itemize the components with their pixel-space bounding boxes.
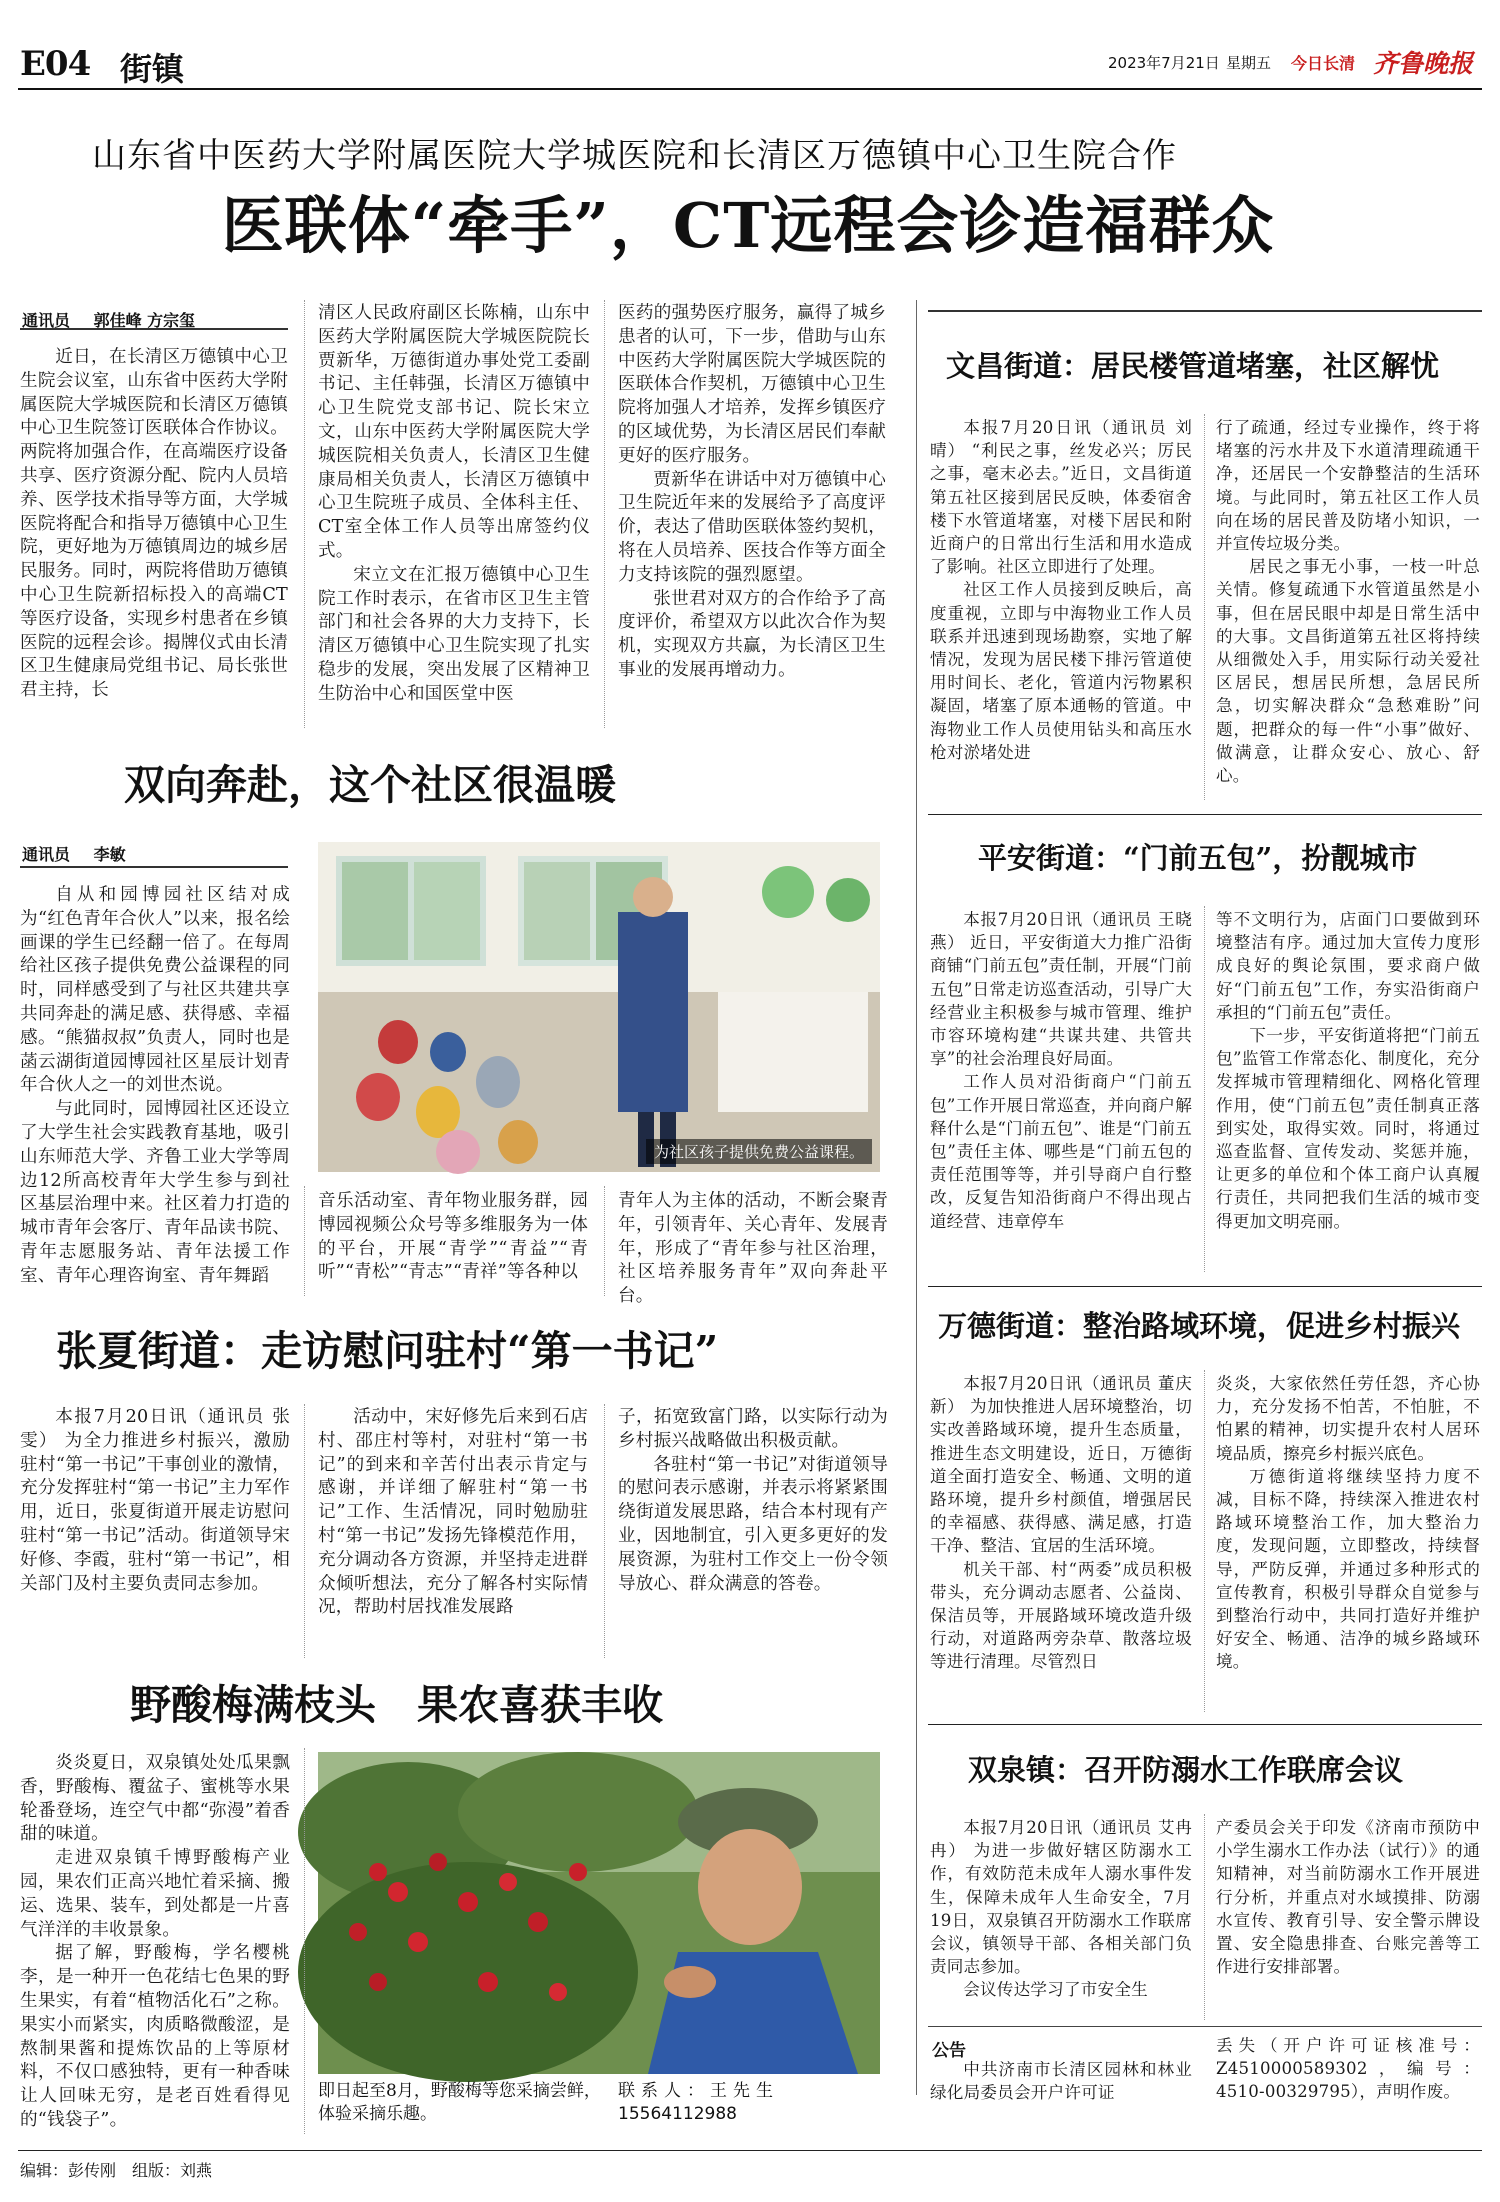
zhangxia-column-2: [318, 1406, 588, 1662]
shuangquan-column-2: [1216, 1816, 1480, 2020]
lead-title: 医联体“牵手”，CT远程会诊造福群众: [221, 189, 1275, 262]
lead-paragraph: 医药的强势医疗服务，赢得了城乡患者的认可，下一步，借助与山东中医药大学附属医院大学城医院的医联体合作契机，万德镇中心卫生院将加强人才培养，发挥乡镇医疗的区域优势，为长清区居民们奉献更好的医疗服务。: [618, 303, 886, 466]
column-divider: [604, 1186, 605, 1296]
shuangquan-paragraph: 产委员会关于印发《济南市预防中小学生溺水工作办法（试行）》的通知精神，对当前防溺水工作开展进行分析，并重点对水域摸排、防溺水宣传、教育引导、安全警示牌设置、安全隐患排查、台账完善等工作进行安排部署。: [1216, 1818, 1480, 1977]
issue-weekday: 星期五: [1226, 54, 1272, 72]
wenchang-paragraph: 行了疏通，经过专业操作，终于将堵塞的污水井及下水道清理疏通干净，还居民一个安静整洁的生活环境。与此同时，第五社区工作人员向在场的居民普及防堵小知识，一并宣传垃圾分类。: [1216, 418, 1480, 554]
lead-kicker: 山东省中医药大学附属医院大学城医院和长清区万德镇中心卫生院合作: [92, 136, 1177, 176]
wande-paragraph: 机关干部、村“两委”成员积极带头，充分调动志愿者、公益岗、保洁员等，开展路域环境改造升级行动，对道路两旁杂草、散落垃圾等进行清理。尽管烈日: [930, 1559, 1192, 1672]
wande-paragraph: 炎炎，大家依然任劳任怨，齐心协力，充分发扬不怕苦，不怕脏，不怕累的精神，切实提升农村人居环境品质，擦亮乡村振兴底色。: [1216, 1374, 1480, 1463]
column-divider: [1204, 1814, 1205, 2020]
page-code: E04: [20, 44, 91, 84]
community-column-1: [20, 884, 290, 1292]
classroom-image: [318, 842, 880, 1172]
plum-paragraph: 走进双泉镇千博野酸梅产业园，果农们正高兴地忙着采摘、搬运、选果、装车，到处都是一片喜气洋洋的丰收景象。: [20, 1848, 290, 1940]
community-byline: [22, 842, 126, 865]
lead-byline-rule: [20, 328, 288, 330]
community-photo: [318, 842, 880, 1172]
zhangxia-paragraph: 子，拓宽致富门路，以实际行动为乡村振兴战略做出积极贡献。: [618, 1407, 888, 1451]
lead-paragraph: 贾新华在讲话中对万德镇中心卫生院近年来的发展给予了高度评价，表达了借助医联体签约契机，将在人员培养、医技合作等方面全力支持该院的强烈愿望。: [618, 469, 886, 585]
pingan-paragraph: 等不文明行为，店面门口要做到环境整洁有序。通过加大宣传力度形成良好的舆论氛围，要求商户做好“门前五包”工作，夯实沿街商户承担的“门前五包”责任。: [1216, 910, 1480, 1022]
column-divider: [1204, 1370, 1205, 1712]
photo-caption: 为社区孩子提供免费公益课程。: [646, 1139, 872, 1164]
byline-label: 通讯员: [22, 845, 71, 864]
lead-paragraph: 宋立文在汇报万德镇中心卫生院工作时表示，在省市区卫生主管部门和社会各界的大力支持下，长清区万德镇中心卫生院实现了扎实稳步的发展，突出发展了区精神卫生防治中心和国医堂中医: [318, 564, 590, 704]
footer-rule: [18, 2150, 1482, 2151]
wenchang-title: 文昌街道：居民楼管道堵塞，社区解忧: [946, 349, 1440, 383]
lead-paragraph: 清区人民政府副区长陈楠，山东中医药大学附属医院大学城医院院长贾新华，万德街道办事处党工委副书记、主任韩强，长清区万德镇中心卫生院党支部书记、院长宋立文，山东中医药大学附属医院大学城医院相关负责人，长清区卫生健康局相关负责人，长清区万德镇中心卫生院班子成员、全体科主任、CT室全体工作人员等出席签约仪式。: [318, 303, 590, 561]
edition-name: 今日长清: [1291, 54, 1356, 73]
zhangxia-paragraph: 活动中，宋好修先后来到石店村、邵庄村等村，对驻村“第一书记”的到来和辛苦付出表示肯定与感谢，并详细了解驻村“第一书记”工作、生活情况，同时勉励驻村“第一书记”发扬先锋模范作用，充分调动各方资源，并坚持走进群众倾听想法，充分了解各村实际情况，帮助村居找准发展路: [318, 1407, 588, 1618]
plum-paragraph: 据了解，野酸梅，学名樱桃李，是一种开一色花结七色果的野生果实，有着“植物活化石”之称。果实小而紧实，肉质略微酸涩，是熬制果酱和提炼饮品的上等原材料，不仅口感独特，更有一种香味让人回味无穷，是老百姓看得见的“钱袋子”。: [20, 1943, 290, 2130]
shuangquan-title: 双泉镇：召开防溺水工作联席会议: [968, 1753, 1404, 1787]
wenchang-column-2: [1216, 416, 1480, 800]
notice-text: 丢失（开户许可证核准号：Z4510000589302，编号：4510-00329795），声明作废。: [1216, 2036, 1480, 2102]
notice-column-1: [930, 2058, 1192, 2132]
column-divider: [304, 1748, 305, 2134]
shuangquan-column-1: [930, 1816, 1192, 2020]
zhangxia-column-3: [618, 1406, 888, 1662]
plum-column-1: [20, 1752, 290, 2134]
issue-date: 2023年7月21日: [1108, 54, 1220, 72]
pingan-paragraph: 工作人员对沿街商户“门前五包”工作开展日常巡查，并向商户解释什么是“门前五包”、谁是“门前五包”责任主体、哪些是“门前五包的责任范围等等，并引导商户自行整改，反复告知沿街商户不得出现占道经营、违章停车: [930, 1072, 1192, 1231]
footer-editor: 编辑：彭传刚 组版：刘燕: [20, 2161, 213, 2180]
plum-photo: [318, 1752, 880, 2074]
notice-label: 公告: [932, 2041, 966, 2061]
zhangxia-title: 张夏街道：走访慰问驻村“第一书记”: [56, 1327, 719, 1375]
community-column-3: [618, 1190, 888, 1307]
section-rule: [928, 1286, 1482, 1287]
wande-title: 万德街道：整治路域环境，促进乡村振兴: [938, 1309, 1461, 1343]
section-name: 街镇: [120, 50, 185, 88]
zhangxia-paragraph: 各驻村“第一书记”对街道领导的慰问表示感谢，并表示将紧紧围绕街道发展思路，结合本村现有产业，因地制宜，引入更多更好的发展资源，为驻村工作交上一份令领导放心、群众满意的答卷。: [618, 1454, 888, 1594]
pingan-paragraph: 下一步，平安街道将把“门前五包”监管工作常态化、制度化，充分发挥城市管理精细化、网格化管理作用，使“门前五包”责任制真正落到实处，取得实效。同时，将通过巡查监督、宣传发动、奖惩并施，让更多的单位和个体工商户认真履行责任，共同把我们生活的城市变得更加文明亮丽。: [1216, 1026, 1480, 1231]
wande-column-1: [930, 1372, 1192, 1712]
wenchang-paragraph: 本报7月20日讯（通讯员 刘晴） “利民之事，丝发必兴；厉民之事，毫末必去。”近日，文昌街道第五社区接到居民反映，体委宿舍楼下水管道堵塞，对楼下居民和附近商户的日常出行生活和用水造成了影响。社区立即进行了处理。: [930, 418, 1192, 577]
contact-phone: 15564112988: [618, 2104, 737, 2124]
community-paragraph: 青年人为主体的活动，不断会聚青年，引领青年、关心青年、发展青年，形成了“青年参与社区治理，社区培养服务青年”双向奔赴平台。: [618, 1191, 888, 1307]
plum-contact: [618, 2080, 888, 2126]
wenchang-paragraph: 居民之事无小事，一枝一叶总关情。修复疏通下水管道虽然是小事，但在居民眼中却是日常生活中的大事。文昌街道第五社区将持续从细微处入手，用实际行动关爱社区居民，想居民所想，急居民所急，切实解决群众“急愁难盼”问题，把群众的每一件“小事”做好、做满意，让群众安心、放心、舒心。: [1216, 557, 1480, 786]
masthead-rule: [18, 88, 1482, 90]
wande-column-2: [1216, 1372, 1480, 1712]
byline-names: 郭佳峰 方宗玺: [93, 311, 196, 330]
community-paragraph: 音乐活动室、青年物业服务群，园博园视频公众号等多维服务为一体的平台，开展“青学”“青益”“青听”“青松”“青志”“青祥”等各种以: [318, 1191, 588, 1283]
community-paragraph: 自从和园博园社区结对成为“红色青年合伙人”以来，报名绘画课的学生已经翻一倍了。在每周给社区孩子提供免费公益课程的同时，同样感受到了与社区共建共享共同奔赴的满足感、获得感、幸福感。“熊猫叔叔”负责人，同时也是菡云湖街道园博园社区星辰计划青年合伙人之一的刘世杰说。: [20, 885, 290, 1096]
column-divider: [604, 1404, 605, 1658]
column-divider: [304, 1186, 305, 1296]
shuangquan-paragraph: 会议传达学习了市安全生: [963, 1980, 1148, 2000]
community-paragraph: 与此同时，园博园社区还设立了大学生社会实践教育基地，吸引山东师范大学、齐鲁工业大学等周边12所高校青年大学生参与到社区基层治理中来。社区着力打造的城市青年会客厅、青年品读书院、青年志愿服务站、青年法援工作室、青年心理咨询室、青年舞蹈: [20, 1099, 290, 1286]
paper-logo: 齐鲁晚报: [1373, 49, 1474, 78]
notice-text: 中共济南市长清区园林和林业绿化局委员会开户许可证: [930, 2060, 1192, 2103]
zhangxia-paragraph: 本报7月20日讯（通讯员 张雯） 为全力推进乡村振兴，激励驻村“第一书记”干事创业的激情，充分发挥驻村“第一书记”主力军作用，近日，张夏街道开展走访慰问驻村“第一书记”活动。街道领导宋好修、李霞，驻村“第一书记”，相关部门及村主要负责同志参加。: [20, 1407, 290, 1594]
lead-column-3: [618, 302, 886, 728]
pingan-column-1: [930, 908, 1192, 1274]
wenchang-paragraph: 社区工作人员接到反映后，高度重视，立即与中海物业工作人员联系并迅速到现场勘察，实地了解情况，发现为居民楼下排污管道使用时间长、老化，管道内污物累积凝固，堵塞了原本通畅的管道。中海物业工作人员使用钻头和高压水枪对淤堵处进: [930, 580, 1192, 762]
section-rule: [928, 2026, 1482, 2027]
pingan-column-2: [1216, 908, 1480, 1274]
lead-paragraph: 近日，在长清区万德镇中心卫生院会议室，山东省中医药大学附属医院大学城医院和长清区万德镇中心卫生院签订医联体合作协议。两院将加强合作，在高端医疗设备共享、医疗资源分配、院内人员培养、医学技术指导等方面，大学城医院将配合和指导万德镇中心卫生院，更好地为万德镇周边的城乡居民服务。同时，两院将借助万德镇中心卫生院新招标投入的高端CT等医疗设备，实现乡村患者在乡镇医院的远程会诊。揭牌仪式由长清区卫生健康局党组书记、局长张世君主持，长: [20, 347, 288, 701]
section-rule: [928, 1724, 1482, 1725]
contact-label: 联系人：王先生: [618, 2081, 779, 2101]
byline-names: 李敏: [93, 845, 126, 864]
column-divider: [304, 1404, 305, 1658]
wande-paragraph: 万德街道将继续坚持力度不减，目标不降，持续深入推进农村路域环境整治工作，加大整治力度，发现问题，立即整改，持续督导，严防反弹，并通过多种形式的宣传教育，积极引导群众自觉参与到整治行动中，共同打造好并维护好安全、畅通、洁净的城乡路域环境。: [1216, 1466, 1480, 1672]
lead-column-2: [318, 302, 590, 728]
plum-title: 野酸梅满枝头 果农喜获丰收: [130, 1681, 663, 1729]
plum-footer-text: 即日起至8月，野酸梅等您采摘尝鲜，体验采摘乐趣。: [318, 2081, 601, 2124]
plum-paragraph: 炎炎夏日，双泉镇处处瓜果飘香，野酸梅、覆盆子、蜜桃等水果轮番登场，连空气中都“弥漫”着香甜的味道。: [20, 1753, 290, 1845]
lead-paragraph: 张世君对双方的合作给予了高度评价，希望双方以此次合作为契机，实现双方共赢，为长清区卫生事业的发展再增动力。: [618, 588, 886, 680]
orchard-image: [318, 1752, 880, 2074]
shuangquan-paragraph: 本报7月20日讯（通讯员 艾冉冉） 为进一步做好辖区防溺水工作，有效防范未成年人溺水事件发生，保障未成年人生命安全，7月19日，双泉镇召开防溺水工作联席会议，镇领导干部、各相关部门负责同志参加。: [930, 1818, 1192, 1977]
column-divider: [304, 300, 305, 728]
section-rule: [928, 814, 1482, 815]
lead-column-1: [20, 346, 288, 728]
community-byline-rule: [20, 866, 288, 868]
column-divider: [1204, 906, 1205, 1272]
pingan-title: 平安街道：“门前五包”，扮靓城市: [978, 841, 1418, 875]
byline-label: 通讯员: [22, 311, 71, 330]
column-divider: [604, 300, 605, 728]
zhangxia-column-1: [20, 1406, 290, 1662]
column-divider: [916, 300, 917, 2095]
community-title: 双向奔赴，这个社区很温暖: [124, 761, 616, 809]
column-divider: [1204, 414, 1205, 800]
wenchang-column-1: [930, 416, 1192, 800]
notice-column-2: [1216, 2034, 1480, 2134]
pingan-paragraph: 本报7月20日讯（通讯员 王晓燕） 近日，平安街道大力推广沿街商铺“门前五包”责任制，开展“门前五包”日常走访巡查活动，引导广大经营业主积极参与城市管理、维护市容环境构建“共谋共建、共管共享”的社会治理良好局面。: [930, 910, 1192, 1069]
wande-paragraph: 本报7月20日讯（通讯员 董庆新） 为加快推进人居环境整治，切实改善路域环境，提升生态质量，推进生态文明建设，近日，万德街道全面打造安全、畅通、文明的道路环境，提升乡村颜值，增强居民的幸福感、获得感、满足感，打造干净、整洁、宜居的生活环境。: [930, 1374, 1192, 1556]
community-column-2: [318, 1190, 588, 1294]
right-top-rule: [928, 310, 1482, 312]
